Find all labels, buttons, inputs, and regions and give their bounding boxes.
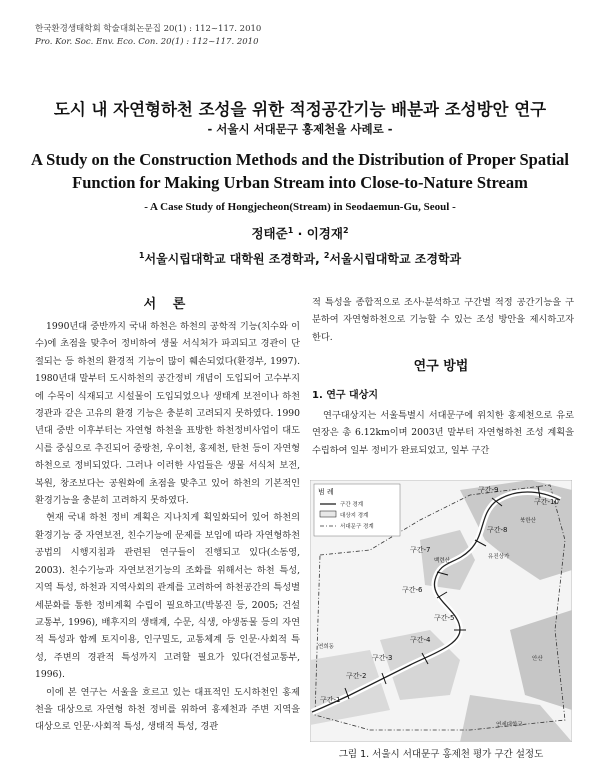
label-section-5: 구간-5 — [434, 614, 455, 622]
authors — [0, 224, 600, 242]
label-place-yujin: 유진상가 — [488, 554, 510, 560]
legend-title: 범 례 — [318, 488, 334, 496]
intro-continued-paragraph: 적 특성을 종합적으로 조사·분석하고 구간별 적정 공간기능을 구분하여 자연형하천으로 기능할 수 있는 조성 방안을 제시하고자 한다. — [312, 297, 574, 343]
title-english-line2: Function for Making Urban Stream into Close-to-Nature Stream — [72, 173, 528, 192]
author-2-sup: 2 — [342, 225, 349, 235]
intro-paragraph-3: 이에 본 연구는 서울을 흐르고 있는 대표적인 도시하천인 홍제천을 대상으로 자연형 하천 정비를 위하여 홍제천과 주변 지역을 대상으로 인문·사회적 특성, 생태적 특성, 경관 — [35, 686, 300, 733]
label-section-6: 구간-6 — [402, 586, 423, 594]
author-1: 정태준 — [251, 226, 288, 241]
intro-paragraph-1: 1990년대 중반까지 국내 하천은 하천의 공학적 기능(치수와 이수)에 초점을 맞추어 정비하여 생물 서식처가 파괴되고 경관이 단절되는 등 하천의 환경적 기능이 많이 훼손되었다(환경부, 1997). 1980년대 말부터 도시하천의 공간정비 개념이 도입되어 고수부지에 수목이 식재되고 시설물이 도입되었으나 생태계 보전이나 하천경관과 같은 고유의 환경 기능은 충분히 고려되지 못하였다. 1990년대 중반 이후부터는 자연형 하천을 표방한 하천정비사업이 대도시를 중심으로 추진되어 중랑천, 우이천, 홍제천, 탄천 등이 자연형 하천으로 정비되었다. 그러나 이러한 사업들은 생물 서식처 보전, 복원, 창조보다는 공원화에 초점을 맞추고 있어 하천의 기본적인 환경기능을 충분히 고려하지 못하였다. — [35, 321, 300, 507]
subtitle-korean: - 서울시 서대문구 홍제천을 사례로 - — [207, 122, 393, 136]
author-sep: · — [293, 226, 307, 241]
label-place-bukhansan: 북한산 — [520, 518, 536, 524]
method-body — [312, 407, 574, 459]
affil-1-sup: 1 — [138, 251, 145, 260]
method-heading: 연구 방법 — [413, 359, 469, 374]
affil-2: 서울시립대학교 조경학과 — [329, 252, 462, 266]
intro-heading: 서 론 — [143, 297, 192, 312]
journal-header-english: Pro. Kor. Soc. Env. Eco. Con. 20(1) : 112~117. 2010 — [35, 37, 259, 47]
label-place-yeonhui: 연희동 — [318, 644, 334, 650]
author-1-sup: 1 — [287, 225, 294, 235]
journal-header-korean: 한국환경생태학회 학술대회논문집 20(1) : 112~117. 2010 — [35, 24, 262, 34]
intro-paragraph-2: 현재 국내 하천 정비 계획은 지나치게 획일화되어 있어 하천의 환경기능 중 자연보전, 친수기능에 문제를 보임에 따라 자연형하천공법의 시행지침과 관련된 연구들이 진행되고 있다(소동영, 2003). 친수기능과 자연보전기능의 조화를 위해서는 하천 특성, 지역 특성, 하천과 지역사회의 관계를 고려하여 하천공간의 특성별 세분화를 통한 정비계획 수립이 필요하고(박봉진 등, 2005; 건설교통부, 1996), 배후지의 생태계, 수문, 식생, 야생동물 등의 자연적 특성과 함께 토지이용, 인구밀도, 교통체계 등 인문·사회적 특성, 주변의 경관적 특성까지 고려할 필요가 있다(건설교통부, 1996). — [35, 512, 300, 681]
label-place-yonsei: 연세대학교 — [496, 722, 523, 728]
label-section-4: 구간-4 — [410, 636, 431, 644]
study-site-subheading: 1. 연구 대상지 — [312, 390, 379, 401]
study-area-map — [310, 480, 572, 742]
title-english — [20, 148, 580, 194]
subtitle-english: - A Case Study of Hongjecheon(Stream) in Seodaemun-Gu, Seoul - — [144, 201, 456, 213]
affiliations — [0, 250, 600, 267]
label-section-9: 구간-9 — [478, 486, 499, 494]
label-section-3: 구간-3 — [372, 654, 393, 662]
legend-item-3: 서대문구 경계 — [340, 524, 374, 530]
label-section-2: 구간-2 — [346, 672, 367, 680]
author-2: 이경재 — [306, 226, 343, 241]
method-paragraph-1: 연구대상지는 서울특별시 서대문구에 위치한 홍제천으로 유로연장은 총 6.12km이며 2003년 말부터 자연형하천 조성 계획을 수립하여 일부 정비가 완료되었고, 일부 구간 — [312, 410, 574, 456]
label-section-10: 구간-10 — [534, 498, 559, 506]
title-korean: 도시 내 자연형하천 조성을 위한 적정공간기능 배분과 조성방안 연구 — [53, 100, 547, 119]
affil-1: 서울시립대학교 대학원 조경학과, — [144, 252, 324, 266]
label-place-ansan: 안산 — [532, 656, 543, 662]
label-section-7: 구간-7 — [410, 546, 431, 554]
label-place-baengnyeonsan: 백련산 — [434, 558, 450, 564]
affil-2-sup: 2 — [323, 251, 330, 260]
label-section-8: 구간-8 — [487, 526, 508, 534]
label-section-1: 구간-1 — [320, 696, 341, 704]
map-svg — [310, 480, 572, 742]
figure-caption: 그림 1. 서울시 서대문구 홍제천 평가 구간 설정도 — [338, 749, 544, 760]
legend-swatch-site — [320, 511, 336, 517]
legend-item-2: 대상지 경계 — [340, 513, 369, 519]
intro-body — [35, 318, 300, 736]
intro-continued — [312, 294, 574, 346]
title-english-line1: A Study on the Construction Methods and the Distribution of Proper Spatial — [31, 150, 569, 169]
legend-item-1: 구간 경계 — [340, 502, 364, 508]
